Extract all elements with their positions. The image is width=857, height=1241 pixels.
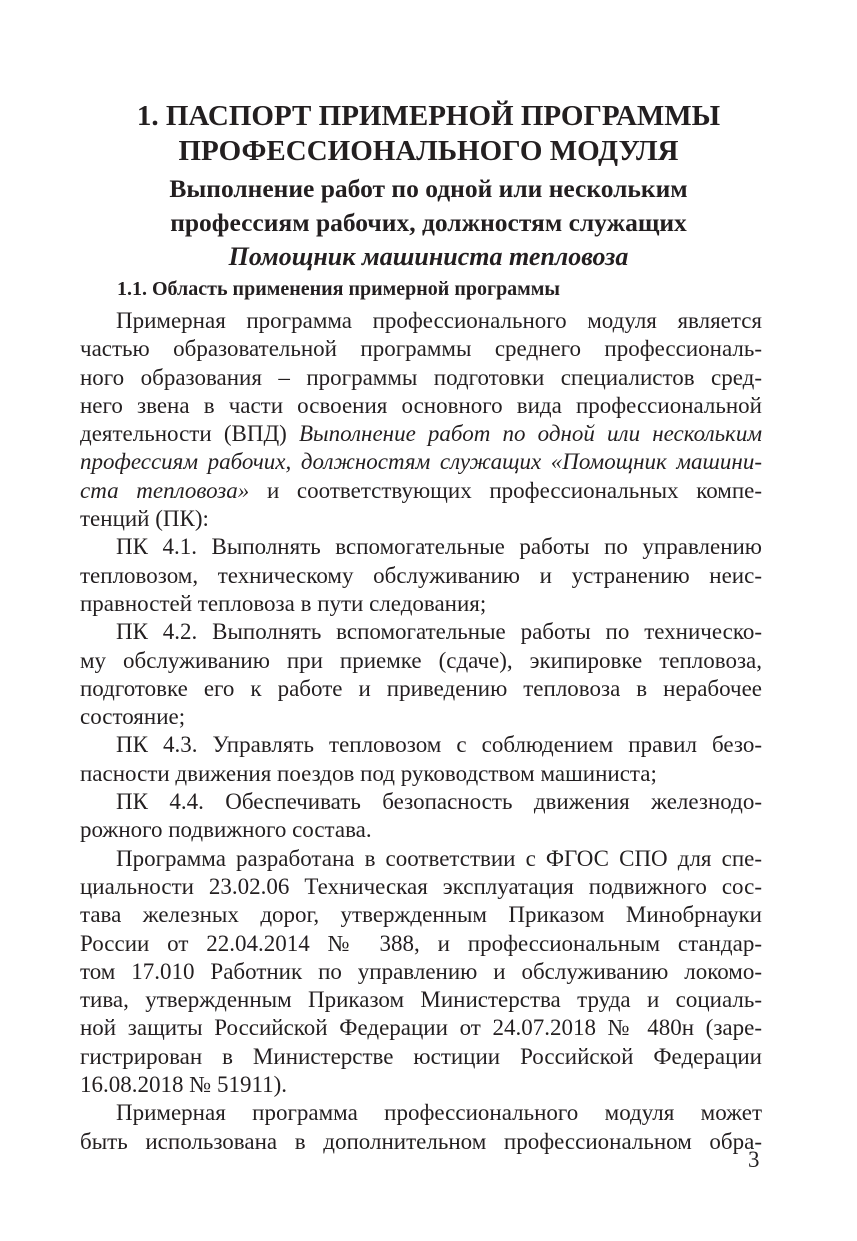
text-run: циальности 23.02.06 Техническая эксплуатация подвижного сос- — [80, 873, 762, 899]
subtitle-line: Выполнение работ по одной или нескольким — [169, 174, 688, 203]
text-run: ПК 4.1. Выполнять вспомогательные работы по управлению — [116, 534, 762, 560]
page-number: 3 — [748, 1147, 760, 1172]
text-run: рожного подвижного состава. — [80, 817, 372, 843]
text-run: правностей тепловоза в пути следования; — [80, 590, 487, 616]
text-run: том 17.010 Работник по управлению и обслуживанию локомо- — [80, 958, 762, 984]
text-line — [80, 901, 762, 929]
text-run: состояние; — [80, 704, 186, 730]
text-line — [80, 788, 762, 816]
text-line — [80, 986, 762, 1014]
paragraph — [80, 307, 762, 533]
chapter-title-line: ПРОФЕССИОНАЛЬНОГО МОДУЛЯ — [178, 135, 679, 167]
text-run: подготовке его к работе и приведению тепловоза в нерабочее — [80, 675, 762, 701]
paragraph — [80, 845, 762, 1100]
text-line — [80, 1043, 762, 1071]
italic-text: ста тепловоза» — [80, 477, 250, 503]
text-line — [80, 873, 762, 901]
text-line — [80, 1128, 762, 1156]
text-run: гистрирован в Министерстве юстиции Российской Федерации — [80, 1043, 762, 1069]
text-run: деятельности (ВПД) — [80, 421, 299, 447]
text-line — [80, 420, 762, 448]
text-line — [80, 1099, 762, 1127]
text-line — [80, 731, 762, 759]
text-line — [80, 477, 762, 505]
text-run: ПК 4.4. Обеспечивать безопасность движения железнодо- — [116, 789, 762, 815]
text-line — [80, 533, 762, 561]
text-line — [80, 816, 762, 844]
text-run: него звена в части освоения основного вида профессиональной — [80, 392, 762, 418]
text-line — [80, 448, 762, 476]
text-line — [80, 1014, 762, 1042]
text-run: тива, утвержденным Приказом Министерства труда и социаль- — [80, 987, 762, 1013]
text-line — [80, 307, 762, 335]
text-line — [80, 562, 762, 590]
module-subtitle — [0, 172, 857, 274]
text-line — [80, 590, 762, 618]
text-run: ного образования – программы подготовки специалистов сред- — [80, 364, 762, 390]
text-line — [80, 958, 762, 986]
paragraph — [80, 788, 762, 845]
text-line — [80, 760, 762, 788]
text-run: му обслуживанию при приемке (сдаче), экипировке тепловоза, — [80, 647, 762, 673]
text-run: 16.08.2018 № 51911). — [80, 1072, 287, 1098]
text-run: быть использована в дополнительном профессиональном обра- — [80, 1128, 762, 1154]
text-line — [80, 618, 762, 646]
text-run: ПК 4.3. Управлять тепловозом с соблюдением правил безо- — [116, 732, 762, 758]
text-line — [80, 364, 762, 392]
subtitle-line: профессиям рабочих, должностям служащих — [170, 208, 687, 237]
text-run: тепловозом, техническому обслуживанию и устранению неис- — [80, 562, 762, 588]
text-line — [80, 930, 762, 958]
text-line — [80, 1071, 762, 1099]
text-line — [80, 647, 762, 675]
text-run: Примерная программа профессионального модуля может — [116, 1100, 762, 1126]
paragraph — [80, 731, 762, 788]
italic-text: профессиям рабочих, должностям служащих «Помощник машини- — [80, 449, 762, 475]
text-line — [80, 675, 762, 703]
subtitle-profession: Помощник машиниста тепловоза — [228, 242, 629, 271]
chapter-title-line: 1. ПАСПОРТ ПРИМЕРНОЙ ПРОГРАММЫ — [136, 100, 721, 132]
text-run: ПК 4.2. Выполнять вспомогательные работы по техническо- — [116, 619, 762, 645]
text-run: России от 22.04.2014 № 388, и профессиональным стандар- — [80, 930, 762, 956]
text-run: тава железных дорог, утвержденным Приказом Минобрнауки — [80, 902, 762, 928]
italic-text: Выполнение работ по одной или нескольким — [298, 421, 762, 447]
chapter-title — [0, 99, 857, 169]
body-text — [80, 307, 762, 1156]
text-run: ной защиты Российской Федерации от 24.07.2018 № 480н (заре- — [80, 1015, 762, 1041]
text-line — [80, 505, 762, 533]
text-line — [80, 392, 762, 420]
section-heading: 1.1. Область применения примерной программы — [117, 278, 561, 300]
paragraph — [80, 1099, 762, 1156]
text-run: и соответствующих профессиональных компе- — [249, 477, 763, 503]
text-run: частью образовательной программы среднего профессиональ- — [80, 336, 762, 362]
text-line — [80, 845, 762, 873]
text-run: пасности движения поездов под руководством машиниста; — [80, 760, 657, 786]
text-line — [80, 703, 762, 731]
text-run: Программа разработана в соответствии с ФГОС СПО для спе- — [116, 845, 762, 871]
text-line — [80, 335, 762, 363]
text-run: Примерная программа профессионального модуля является — [116, 308, 762, 333]
paragraph — [80, 618, 762, 731]
paragraph — [80, 533, 762, 618]
text-run: тенций (ПК): — [80, 506, 209, 532]
